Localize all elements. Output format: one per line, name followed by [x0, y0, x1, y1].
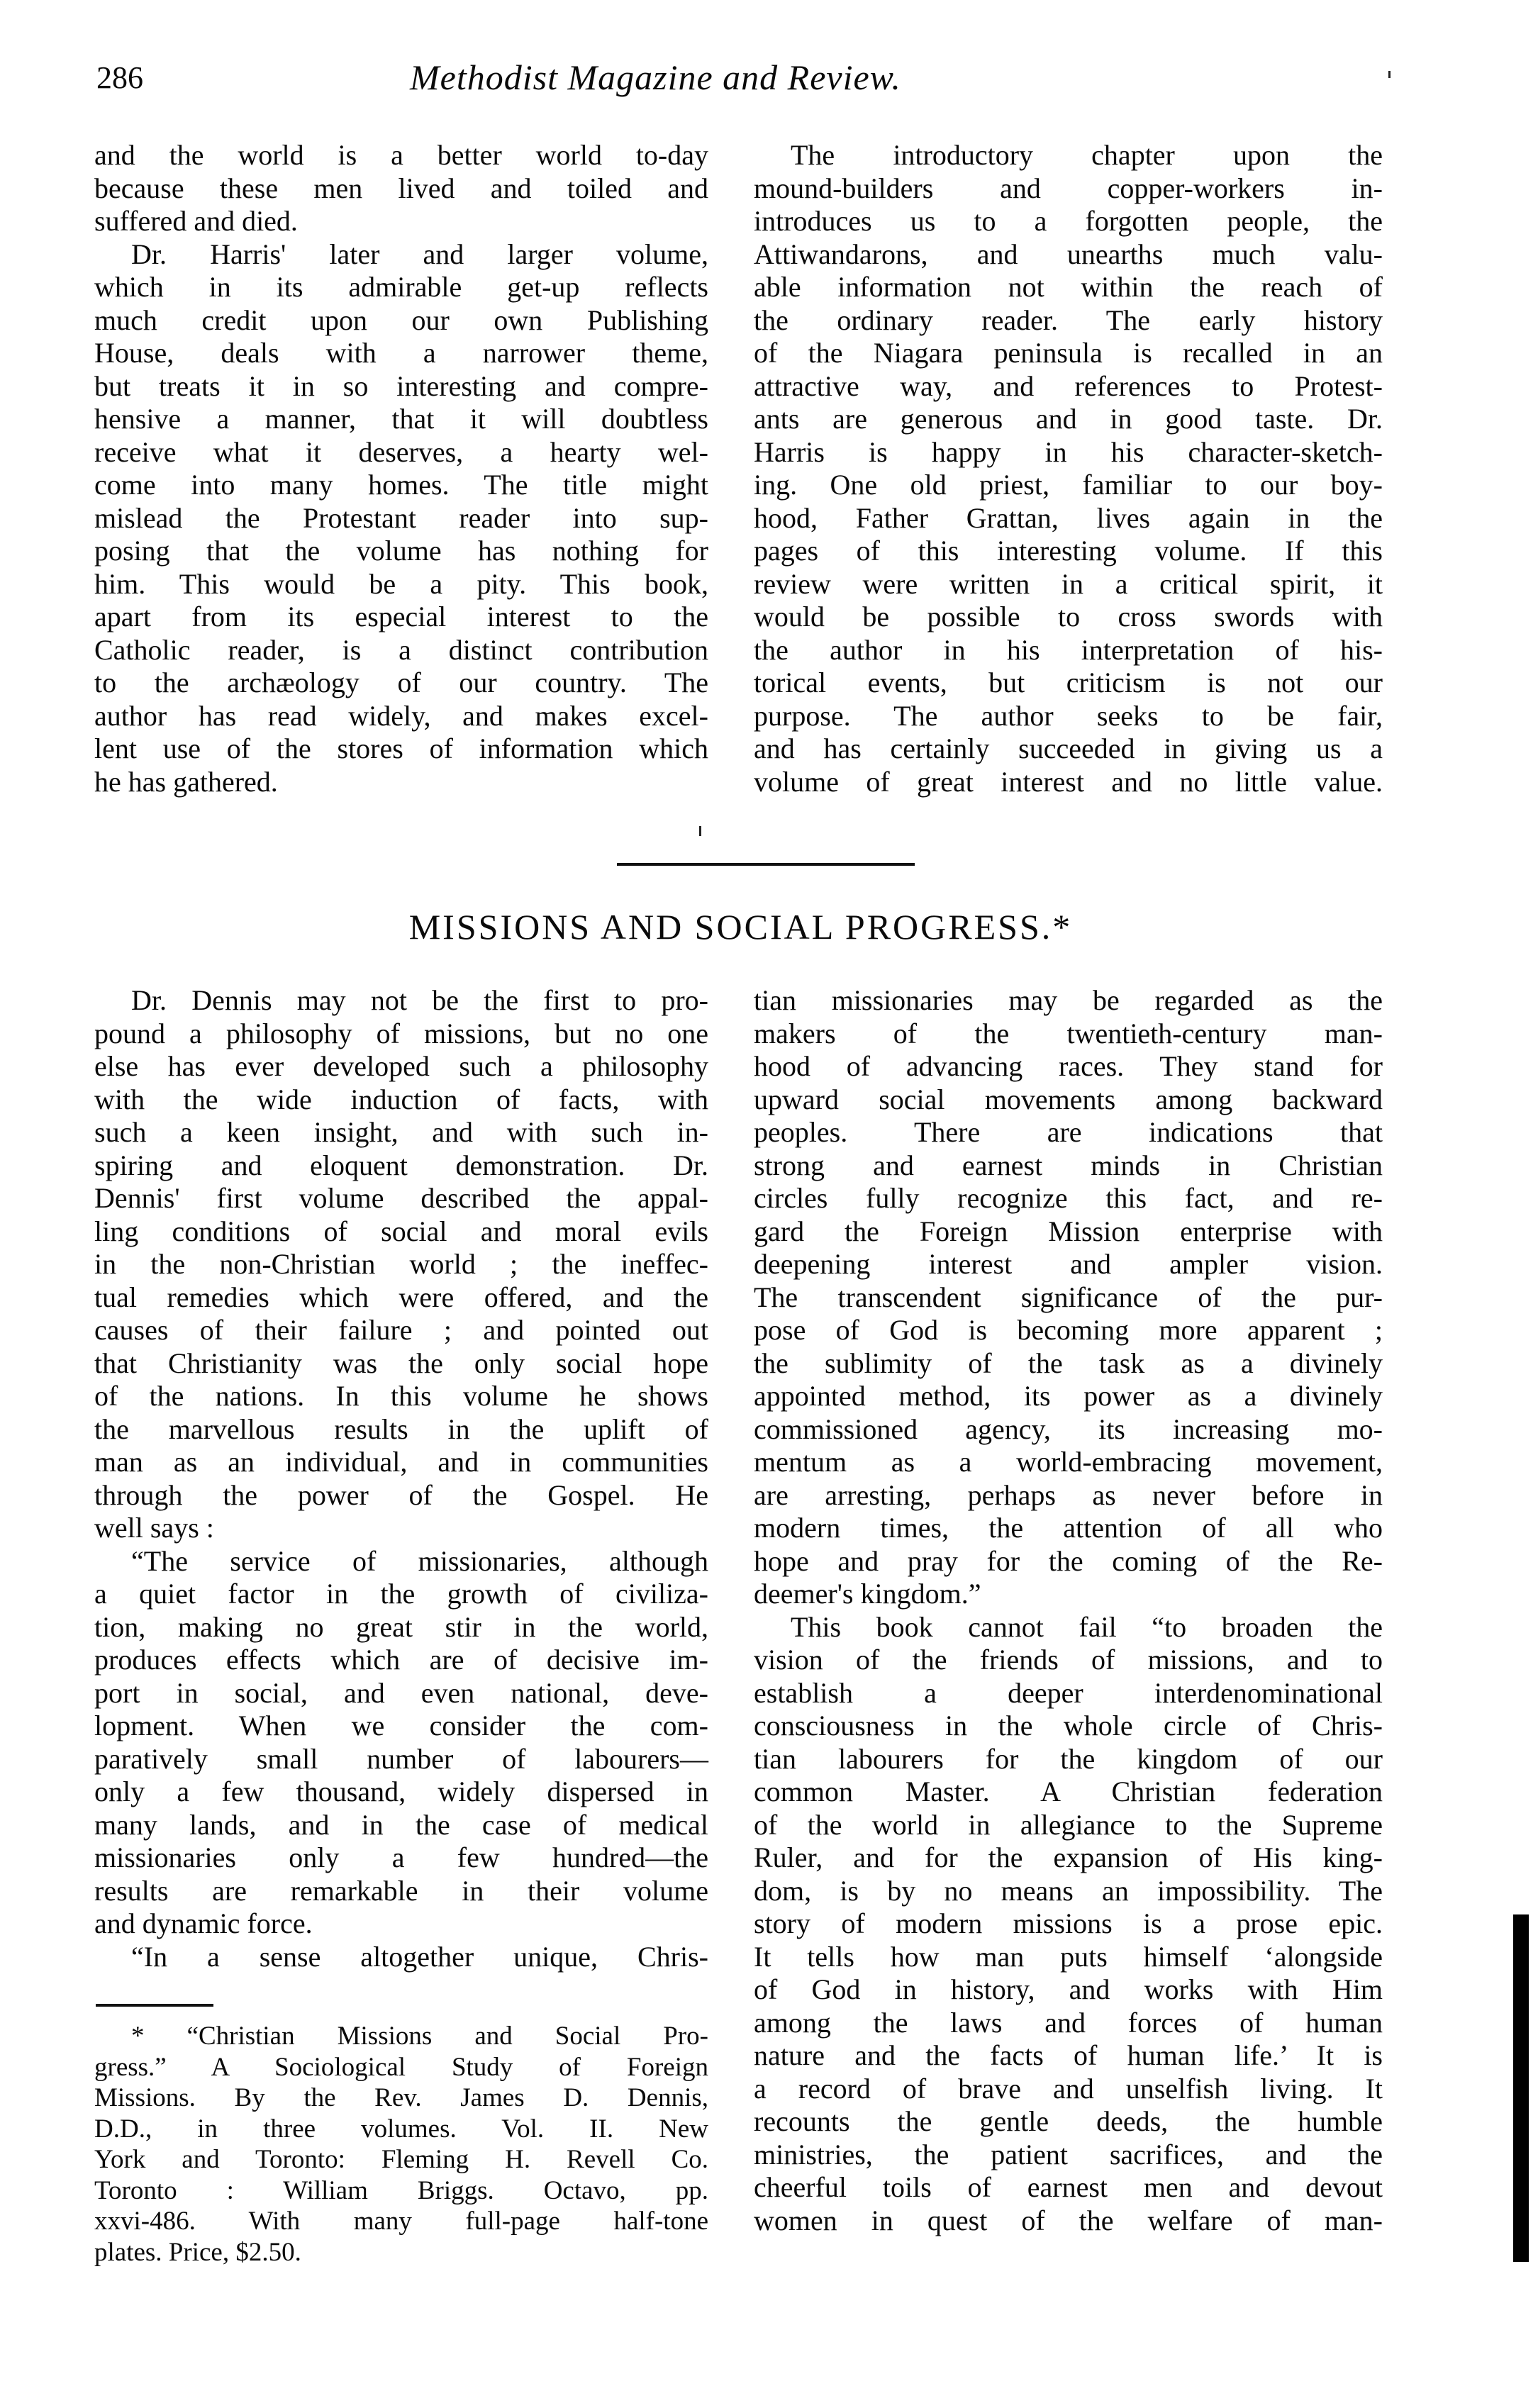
text-line: many lands, and in the case of medical [94, 1808, 708, 1841]
article-left-column [94, 984, 708, 1973]
section-title: MISSIONS AND SOCIAL PROGRESS.* [408, 907, 1073, 947]
text-line: hensive a manner, that it will doubtless [94, 403, 708, 435]
text-line: story of modern missions is a prose epic. [754, 1907, 1383, 1939]
text-line: deemer's kingdom.” [754, 1578, 981, 1610]
text-line: port in social, and even national, deve- [94, 1676, 708, 1709]
text-line: a record of brave and unselfish living. It [754, 2072, 1383, 2105]
text-line: only a few thousand, widely dispersed in [94, 1776, 708, 1807]
text-line: mound-builders and copper-workers in- [754, 172, 1383, 204]
text-line: a quiet factor in the growth of civiliza- [94, 1578, 708, 1610]
text-line: results are remarkable in their volume [94, 1874, 708, 1907]
footnote-line: Toronto : William Briggs. Octavo, pp. [94, 2175, 708, 2205]
text-line: Ruler, and for the expansion of His king- [754, 1841, 1383, 1873]
text-line: torical events, but criticism is not our [754, 667, 1383, 698]
text-line: paratively small number of labourers— [94, 1742, 708, 1775]
text-line: mentum as a world-embracing movement, [754, 1446, 1383, 1478]
text-line: able information not within the reach of [754, 271, 1383, 303]
scan-speck [1388, 71, 1391, 78]
text-line: and has certainly succeeded in giving us a [754, 732, 1383, 764]
text-line: strong and earnest minds in Christian [754, 1149, 1383, 1181]
text-line: establish a deeper interdenominational [754, 1676, 1383, 1709]
page-header [84, 50, 1417, 99]
text-line: purpose. The author seeks to be fair, [754, 699, 1383, 732]
text-line: the sublimity of the task as a divinely [754, 1347, 1383, 1379]
footnote-line: Missions. By the Rev. James D. Dennis, [94, 2083, 708, 2112]
text-line: gard the Foreign Mission enterprise with [754, 1215, 1383, 1247]
text-line: posing that the volume has nothing for [94, 535, 708, 567]
text-line: which in its admirable get-up reflects [94, 271, 708, 303]
text-line: the author in his interpretation of his- [754, 633, 1383, 666]
text-line: cheerful toils of earnest men and devout [754, 2171, 1383, 2203]
text-line: dom, is by no means an impossibility. The [754, 1874, 1383, 1907]
text-line: hood of advancing races. They stand for [754, 1050, 1383, 1082]
text-line: him. This would be a pity. This book, [94, 567, 708, 600]
text-line: ants are generous and in good taste. Dr. [754, 403, 1383, 435]
text-line: causes of their failure ; and pointed out [94, 1314, 708, 1346]
text-line: pages of this interesting volume. If this [754, 535, 1383, 567]
text-line: tian missionaries may be regarded as the [754, 984, 1383, 1016]
text-line: but treats it in so interesting and compre- [94, 369, 708, 402]
text-line: apart from its especial interest to the [94, 601, 708, 632]
text-line: come into many homes. The title might [94, 469, 708, 501]
footnote-line: xxvi-486. With many full-page half-tone [94, 2207, 708, 2236]
text-line: with the wide induction of facts, with [94, 1083, 708, 1115]
section-heading [0, 906, 1538, 947]
section-divider-rule [617, 863, 915, 866]
text-line: lopment. When we consider the com- [94, 1710, 708, 1741]
footnote-line: D.D., in three volumes. Vol. II. New [94, 2114, 708, 2144]
text-line: mislead the Protestant reader into sup- [94, 501, 708, 534]
text-line: nature and the facts of human life.’ It is [754, 2039, 1383, 2071]
text-line: recounts the gentle deeds, the humble [754, 2105, 1383, 2137]
text-line: he has gathered. [94, 765, 278, 798]
text-line: else has ever developed such a philosophy [94, 1050, 708, 1082]
text-line: to the archæology of our country. The [94, 667, 708, 698]
text-line: modern times, the attention of all who [754, 1512, 1383, 1544]
scan-speck [699, 826, 701, 836]
text-line: author has read widely, and makes excel- [94, 699, 708, 732]
text-line: would be possible to cross swords with [754, 601, 1383, 632]
footnote-line: plates. Price, $2.50. [94, 2237, 301, 2267]
text-line: Dennis' first volume described the appal- [94, 1182, 708, 1214]
text-line: introduces us to a forgotten people, the [754, 205, 1383, 237]
text-line: are arresting, perhaps as never before in [754, 1478, 1383, 1511]
text-line: that Christianity was the only social hope [94, 1347, 708, 1379]
paragraph-start-line: This book cannot fail “to broaden the [791, 1610, 1383, 1643]
text-line: tion, making no great stir in the world, [94, 1610, 708, 1643]
text-line: of the nations. In this volume he shows [94, 1380, 708, 1412]
text-line: Catholic reader, is a distinct contribution [94, 633, 708, 666]
text-line: upward social movements among backward [754, 1083, 1383, 1115]
text-line: receive what it deserves, a hearty wel- [94, 435, 708, 468]
text-line: House, deals with a narrower theme, [94, 337, 708, 369]
paragraph-start-line: The introductory chapter upon the [791, 139, 1383, 171]
text-line: of the Niagara peninsula is recalled in an [754, 337, 1383, 369]
review-continuation-right-column [754, 139, 1383, 798]
review-continuation-left-column [94, 139, 708, 798]
text-line: missionaries only a few hundred—the [94, 1841, 708, 1873]
text-line: circles fully recognize this fact, and re- [754, 1182, 1383, 1214]
quote-start-line: “In a sense altogether unique, Chris- [131, 1940, 708, 1973]
text-line: tian labourers for the kingdom of our [754, 1742, 1383, 1775]
text-line: spiring and eloquent demonstration. Dr. [94, 1149, 708, 1181]
text-line: in the non-Christian world ; the ineffec- [94, 1248, 708, 1280]
footnote-line: York and Toronto: Fleming H. Revell Co. [94, 2145, 708, 2174]
page-number: 286 [96, 60, 143, 95]
footnote-line: * “Christian Missions and Social Pro- [131, 2022, 708, 2051]
text-line: hope and pray for the coming of the Re- [754, 1544, 1383, 1577]
paragraph-start-line: Dr. Dennis may not be the first to pro- [131, 984, 708, 1016]
text-line: through the power of the Gospel. He [94, 1478, 708, 1511]
text-line: ing. One old priest, familiar to our boy- [754, 469, 1383, 501]
text-line: because these men lived and toiled and [94, 172, 708, 204]
article-right-column [754, 984, 1383, 2237]
text-line: well says : [94, 1512, 214, 1544]
text-line: Attiwandarons, and unearths much valu- [754, 238, 1383, 270]
text-line: among the laws and forces of human [754, 2006, 1383, 2039]
text-line: suffered and died. [94, 205, 298, 237]
text-line: ministries, the patient sacrifices, and the [754, 2138, 1383, 2170]
text-line: tual remedies which were offered, and the [94, 1281, 708, 1313]
text-line: appointed method, its power as a divinely [754, 1380, 1383, 1412]
text-line: hood, Father Grattan, lives again in the [754, 501, 1383, 534]
text-line: and the world is a better world to-day [94, 139, 708, 171]
quote-start-line: “The service of missionaries, although [131, 1544, 708, 1577]
text-line: the marvellous results in the uplift of [94, 1412, 708, 1445]
paragraph-start-line: Dr. Harris' later and larger volume, [131, 238, 708, 270]
text-line: the ordinary reader. The early history [754, 303, 1383, 336]
text-line: man as an individual, and in communities [94, 1446, 708, 1478]
text-line: review were written in a critical spirit, it [754, 567, 1383, 600]
footnote [94, 2021, 708, 2268]
text-line: lent use of the stores of information which [94, 732, 708, 764]
text-line: pose of God is becoming more apparent ; [754, 1314, 1383, 1346]
text-line: women in quest of the welfare of man- [754, 2204, 1383, 2236]
scan-edge-shadow [1513, 1914, 1529, 2262]
text-line: vision of the friends of missions, and to [754, 1644, 1383, 1676]
text-line: of God in history, and works with Him [754, 1973, 1383, 2005]
text-line: commissioned agency, its increasing mo- [754, 1412, 1383, 1445]
text-line: makers of the twentieth-century man- [754, 1017, 1383, 1049]
text-line: ling conditions of social and moral evils [94, 1215, 708, 1247]
text-line: It tells how man puts himself ‘alongside [754, 1940, 1383, 1973]
text-line: common Master. A Christian federation [754, 1776, 1383, 1807]
text-line: The transcendent significance of the pur- [754, 1281, 1383, 1313]
text-line: produces effects which are of decisive im- [94, 1644, 708, 1676]
text-line: consciousness in the whole circle of Chris- [754, 1710, 1383, 1741]
footnote-line: gress.” A Sociological Study of Foreign [94, 2052, 708, 2082]
text-line: much credit upon our own Publishing [94, 303, 708, 336]
text-line: pound a philosophy of missions, but no one [94, 1017, 708, 1049]
text-line: volume of great interest and no little value. [754, 765, 1383, 798]
text-line: Harris is happy in his character-sketch- [754, 435, 1383, 468]
text-line: peoples. There are indications that [754, 1116, 1383, 1148]
text-line: such a keen insight, and with such in- [94, 1116, 708, 1148]
text-line: attractive way, and references to Protest- [754, 369, 1383, 402]
text-line: and dynamic force. [94, 1907, 313, 1939]
text-line: deepening interest and ampler vision. [754, 1248, 1383, 1280]
text-line: of the world in allegiance to the Supreme [754, 1808, 1383, 1841]
running-title: Methodist Magazine and Review. [410, 57, 901, 97]
footnote-rule [96, 2004, 213, 2007]
